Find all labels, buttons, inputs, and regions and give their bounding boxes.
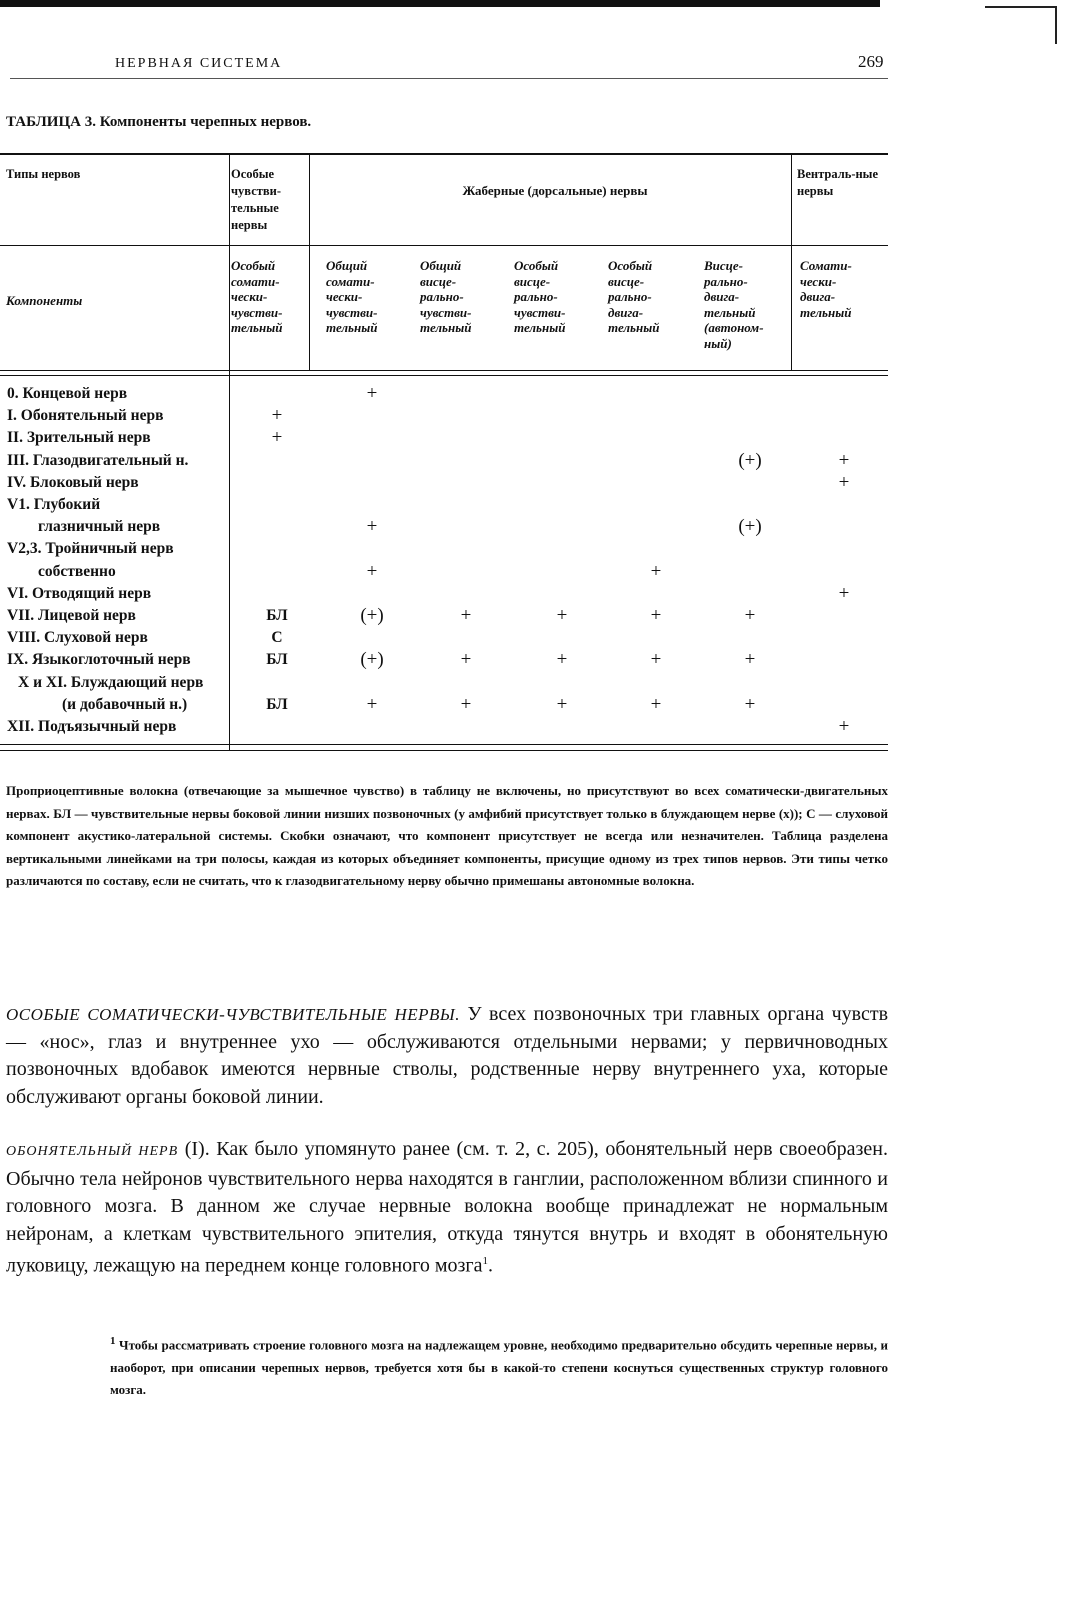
header-ventral-nerves: Вентраль-ные нервы [797, 167, 878, 198]
table-cell: + [460, 693, 472, 715]
column-divider [791, 155, 792, 370]
table-cell: + [366, 560, 378, 582]
table-cell: БЛ [266, 695, 288, 713]
header-col-4: Особый висце- рально- чувстви- тельный [514, 258, 566, 335]
table-cell: + [650, 560, 662, 582]
section-special-somatic-sensory [6, 1001, 888, 1111]
table-caption: ТАБЛИЦА 3. Компоненты черепных нервов. [6, 114, 312, 130]
row-label: IX. Языкоглоточный нерв [7, 651, 191, 669]
table-cell: + [366, 693, 378, 715]
section-text: Как было упомянуто ранее (см. т. 2, с. 205), обонятельный нерв своеобразен. Обычно тела нейронов чувствительного нерва находятся в ганглии, расположенном вблизи спинного и головного мозга. В данном же случае нервные волокна вообще принадлежат не нормальным нейронам, а клеткам чувствительного эпителия, откуда тянутся внутрь и входят в обонятельную луковицу, лежащую на переднем конце головного мозга [6, 1138, 889, 1277]
cranial-nerves-table [0, 0, 1078, 760]
row-label: VI. Отводящий нерв [7, 584, 152, 602]
section-heading: ОБОНЯТЕЛЬНЫЙ НЕРВ [6, 1144, 179, 1159]
row-label: III. Глазодвигательный н. [7, 451, 189, 469]
table-cell: + [744, 605, 756, 626]
table-cell: + [838, 582, 850, 604]
header-components: Компоненты [6, 293, 83, 308]
header-col-3: Общий висце- рально- чувстви- тельный [420, 258, 472, 335]
row-label: собственно [38, 562, 116, 580]
header-col-1: Особый сомати- чески- чувстви- тельный [231, 258, 283, 335]
table-cell: + [366, 516, 378, 538]
table-cell: + [744, 649, 756, 671]
table-cell: + [556, 649, 568, 671]
table-cell: БЛ [266, 651, 288, 669]
table-cell: + [838, 471, 850, 493]
table-cell: + [366, 383, 378, 404]
table-cell: БЛ [266, 607, 288, 624]
table-cell: + [556, 605, 568, 626]
row-label: IV. Блоковый нерв [7, 473, 139, 491]
header-types: Типы нервов [6, 167, 81, 181]
table-cell: (+) [360, 605, 384, 626]
table-note: Проприоцептивные волокна (отвечающие за мышечное чувство) в таблицу не включены, но присутствуют во всех соматически-двигательных нервах. БЛ — чувствительные нервы боковой линии низших позвоночных (у амфибий присутствует только в блуждающем нерве (x)); С — слуховой компонент акустико-латеральной системы. Скобки означают, что компонент присутствует не всегда или незначителен. Таблица разделена вертикальными линейками на три полосы, каждая из которых объединяет компоненты, присущие одному из трех типов нервов. Эти типы четко различаются по составу, если не считать, что к глазодвигательному нерву обычно примешаны автономные волокна. [6, 783, 888, 888]
running-head: НЕРВНАЯ СИСТЕМА [115, 56, 283, 71]
table-cell: + [744, 693, 756, 715]
footnote [110, 1330, 888, 1402]
page-number: 269 [858, 52, 884, 71]
table-cell: + [650, 649, 662, 671]
row-label: VII. Лицевой нерв [7, 607, 136, 624]
header-col-2: Общий сомати- чески- чувстви- тельный [326, 258, 378, 335]
table-cell: (+) [738, 449, 762, 471]
header-bottom-rule-double [0, 375, 888, 376]
row-label: V2,3. Тройничный нерв [7, 540, 174, 558]
sentence-end: . [488, 1254, 494, 1277]
header-bottom-rule [0, 370, 888, 371]
footnote-mark: 1 [110, 1335, 116, 1347]
footnote-text: Чтобы рассматривать строение головного мозга на надлежащем уровне, необходимо предварительно обсудить черепные нервы, и наоборот, при описании черепных нервов, требуется хотя бы в какой-то степени коснуться существенных структур головного мозга. [110, 1337, 888, 1398]
row-label: I. Обонятельный нерв [7, 407, 164, 425]
row-label: 0. Концевой нерв [7, 385, 128, 402]
table-cell: + [271, 405, 283, 427]
header-gill-nerves: Жаберные (дорсальные) нервы [462, 183, 648, 198]
table-cell: + [556, 693, 568, 715]
table-cell: + [460, 605, 472, 626]
section-text: У всех позвоночных три главных органа чувств — «нос», глаз и внутреннее ухо — обслуживаются отдельными нервами; у первичноводных позвоночных вдобавок имеются нервные стволы, родственные нерву внутреннего уха, которые обслуживают органы боковой линии. [6, 1003, 889, 1108]
table-bottom-rule-double [0, 750, 888, 751]
table-cell: + [838, 449, 850, 471]
row-label: VIII. Слуховой нерв [7, 629, 148, 647]
table-cell: + [650, 693, 662, 715]
header-divider [0, 245, 888, 246]
table-cell: С [271, 629, 283, 647]
row-label: V1. Глубокий [7, 496, 101, 513]
header-col-5: Особый висце- рально- двига- тельный [608, 258, 660, 335]
header-special-sensory: Особые чувстви-тельные нервы [231, 167, 282, 232]
section-heading: ОСОБЫЕ СОМАТИЧЕСКИ-ЧУВСТВИТЕЛЬНЫЕ НЕРВЫ. [6, 1005, 460, 1024]
table-cell: (+) [360, 649, 384, 671]
table-cell: + [271, 427, 283, 449]
column-divider [229, 155, 230, 750]
table-bottom-rule [0, 744, 888, 745]
header-col-6: Висце- рально- двига- тельный (автоном- ный) [704, 258, 764, 351]
column-divider [309, 155, 310, 370]
header-col-7: Сомати- чески- двига- тельный [800, 258, 852, 320]
section-olfactory-nerve [6, 1136, 888, 1280]
row-label: (и добавочный н.) [62, 695, 188, 713]
row-label: глазничный нерв [38, 518, 161, 536]
table-cell: + [460, 649, 472, 671]
row-label: X и XI. Блуждающий нерв [18, 673, 204, 691]
table-cell: (+) [738, 516, 762, 538]
row-label: II. Зрительный нерв [7, 429, 151, 447]
table-cell: + [838, 716, 850, 737]
section-numeral: (I). [184, 1138, 210, 1160]
row-label: XII. Подъязычный нерв [7, 718, 177, 735]
table-cell: + [650, 605, 662, 626]
table-top-rule [0, 153, 888, 155]
footnote-ref: 1 [482, 1255, 489, 1267]
